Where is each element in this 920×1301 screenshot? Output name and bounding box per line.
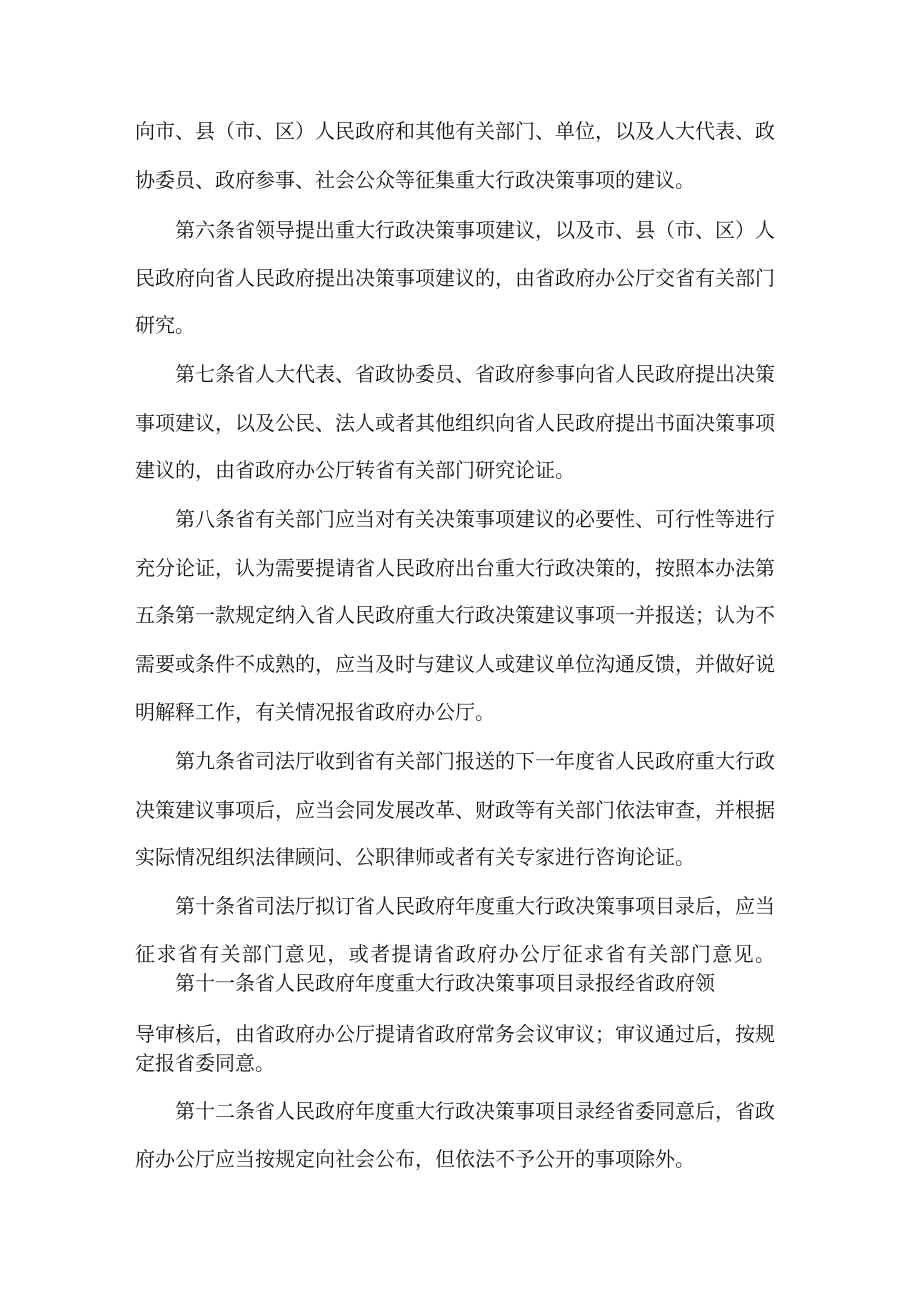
text-line: 需要或条件不成熟的，应当及时与建议人或建议单位沟通反馈，并做好说 bbox=[135, 652, 775, 676]
text-line: 研究。 bbox=[135, 313, 195, 337]
paragraph-start-line: 第十二条省人民政府年度重大行政决策事项目录经省委同意后，省政 bbox=[175, 1099, 775, 1123]
text-line: 民政府向省人民政府提出决策事项建议的，由省政府办公厅交省有关部门 bbox=[135, 266, 775, 290]
text-line: 明解释工作，有关情况报省政府办公厅。 bbox=[135, 700, 495, 724]
text-line: 五条第一款规定纳入省人民政府重大行政决策建议事项一并报送；认为不 bbox=[135, 603, 775, 627]
text-line: 导审核后，由省政府办公厅提请省政府常务会议审议；审议通过后，按规 bbox=[135, 1022, 775, 1046]
text-line: 事项建议，以及公民、法人或者其他组织向省人民政府提出书面决策事项 bbox=[135, 411, 775, 435]
text-line: 向市、县（市、区）人民政府和其他有关部门、单位，以及人大代表、政 bbox=[135, 119, 775, 143]
text-line: 定报省委同意。 bbox=[135, 1051, 275, 1075]
text-line: 决策建议事项后，应当会同发展改革、财政等有关部门依法审查，并根据 bbox=[135, 798, 775, 822]
text-line: 府办公厅应当按规定向社会公布，但依法不予公开的事项除外。 bbox=[135, 1147, 695, 1171]
text-line: 实际情况组织法律顾问、公职律师或者有关专家进行咨询论证。 bbox=[135, 845, 695, 869]
paragraph-start-line: 第七条省人大代表、省政协委员、省政府参事向省人民政府提出决策 bbox=[175, 362, 775, 386]
paragraph-start-line: 第十一条省人民政府年度重大行政决策事项目录报经省政府领 bbox=[175, 971, 715, 995]
paragraph-start-line: 第六条省领导提出重大行政决策事项建议，以及市、县（市、区）人 bbox=[175, 218, 775, 242]
paragraph-start-line: 第九条省司法厅收到省有关部门报送的下一年度省人民政府重大行政 bbox=[175, 749, 775, 773]
paragraph-start-line: 第八条省有关部门应当对有关决策事项建议的必要性、可行性等进行 bbox=[175, 507, 775, 531]
text-line: 充分论证，认为需要提请省人民政府出台重大行政决策的，按照本办法第 bbox=[135, 556, 775, 580]
text-line: 征求省有关部门意见，或者提请省政府办公厅征求省有关部门意见。 bbox=[135, 942, 777, 966]
paragraph-start-line: 第十条省司法厅拟订省人民政府年度重大行政决策事项目录后，应当 bbox=[175, 894, 775, 918]
text-line: 建议的，由省政府办公厅转省有关部门研究论证。 bbox=[135, 458, 575, 482]
text-line: 协委员、政府参事、社会公众等征集重大行政决策事项的建议。 bbox=[135, 168, 695, 192]
